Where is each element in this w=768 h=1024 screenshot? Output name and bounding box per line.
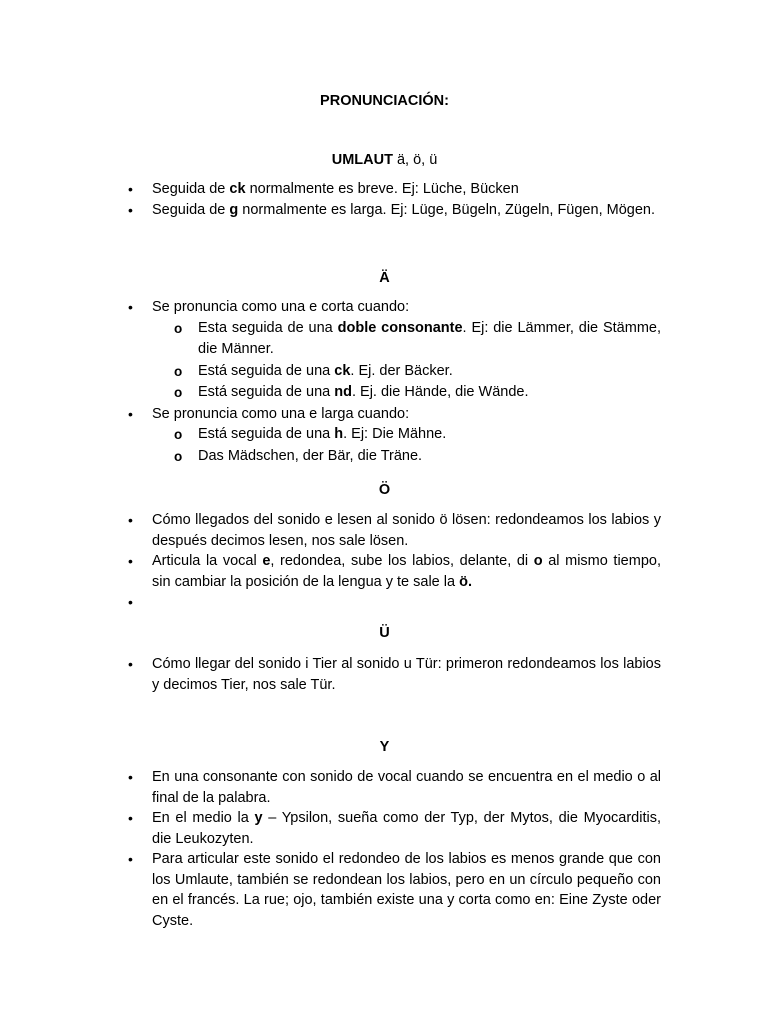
bullet-icon: • <box>128 851 133 867</box>
bullet-icon: • <box>128 201 133 218</box>
list-item <box>108 179 661 200</box>
text: Articula la vocal <box>152 553 263 569</box>
text: Esta seguida de una <box>198 319 338 336</box>
text: al mismo tiempo, sin cambiar la posición de la lengua y te sale la <box>152 553 661 590</box>
list-item <box>108 849 661 931</box>
text: Cómo llegar del sonido i Tier al sonido u Tür: primeron redondeamos los labios y decimos Tier, nos sale Tür. <box>152 656 661 693</box>
umlaut-heading-bold: UMLAUT <box>331 152 393 168</box>
text: En una consonante con sonido de vocal cuando se encuentra en el medio o al final de la palabra. <box>152 769 661 806</box>
umlaut-heading-letters: ä, ö, ü <box>392 152 438 168</box>
bullet-icon: • <box>128 512 133 528</box>
sub-list-item <box>108 382 661 404</box>
text: Das Mädschen, der Bär, die Träne. <box>198 447 423 464</box>
bold-text: doble consonante <box>337 319 463 336</box>
bold-text: ck <box>334 362 351 379</box>
empty-list-item <box>108 592 661 613</box>
bold-text: e <box>262 553 271 569</box>
circle-bullet-icon: o <box>174 448 183 464</box>
text: Se pronuncia como una e corta cuando: <box>152 299 410 315</box>
circle-bullet-icon: o <box>174 363 183 379</box>
text: Está seguida de una <box>198 426 335 442</box>
bold-text: o <box>533 553 543 569</box>
list-item <box>108 654 661 695</box>
o-umlaut-list <box>108 510 661 613</box>
list-item <box>108 404 661 468</box>
bold-text: y <box>254 810 263 826</box>
circle-bullet-icon: o <box>174 320 183 336</box>
umlaut-heading <box>108 150 661 170</box>
list-item <box>108 808 661 849</box>
list-item <box>108 551 661 592</box>
bold-text: ö. <box>459 573 472 590</box>
text: Se pronuncia como una e larga cuando: <box>152 405 410 422</box>
bullet-icon: • <box>128 810 133 826</box>
sub-list-item <box>108 424 661 446</box>
page-title: PRONUNCIACIÓN: <box>320 93 449 109</box>
text: . Ej. der Bäcker. <box>350 362 453 379</box>
bold-text: h <box>334 426 344 442</box>
bullet-icon: • <box>128 181 133 197</box>
u-umlaut-list <box>108 654 661 695</box>
bullet-icon: • <box>128 656 133 672</box>
text: En el medio la <box>152 810 255 826</box>
sub-list-item <box>108 361 661 383</box>
u-umlaut-heading: Ü <box>379 625 390 641</box>
text: normalmente es breve. Ej: Lüche, Bücken <box>245 181 519 197</box>
sub-list <box>152 424 661 467</box>
text: Está seguida de una <box>198 384 335 400</box>
bullet-icon: • <box>128 769 133 785</box>
text: . Ej: die Lämmer, die Stämme, die Männer. <box>198 319 661 357</box>
umlaut-list <box>108 179 661 220</box>
text: . Ej: Die Mähne. <box>343 426 447 442</box>
sub-list-item <box>108 318 661 361</box>
text: Para articular este sonido el redondeo de los labios es menos grande que con los Umlaute, también se redondean los labios, pero en un círculo pequeño con en el francés. La rue; ojo, también existe una y corta como en: Eine Zyste oder Cyste. <box>152 851 661 929</box>
bold-text: nd <box>334 384 352 400</box>
text: Cómo llegados del sonido e lesen al sonido ö lösen: redondeamos los labios y después decimos lesen, nos sale lösen. <box>152 512 661 549</box>
bold-text: g <box>229 201 239 218</box>
bold-text: ck <box>229 181 246 197</box>
a-umlaut-heading: Ä <box>379 270 390 286</box>
text: Seguida de <box>152 181 230 197</box>
sub-list-item <box>108 446 661 468</box>
text: normalmente es larga. Ej: Lüge, Bügeln, Zügeln, Fügen, Mögen. <box>238 201 655 218</box>
sub-list <box>152 318 661 404</box>
circle-bullet-icon: o <box>174 427 183 442</box>
list-item <box>108 510 661 551</box>
text: Seguida de <box>152 201 230 218</box>
text: Está seguida de una <box>198 362 335 379</box>
text: , redondea, sube los labios, delante, di <box>270 553 534 569</box>
bullet-icon: • <box>128 299 133 315</box>
o-umlaut-heading: Ö <box>378 482 391 498</box>
y-heading: Y <box>379 739 390 755</box>
y-list <box>108 767 661 931</box>
a-umlaut-list <box>108 297 661 467</box>
bullet-icon: • <box>128 405 133 422</box>
bullet-icon: • <box>128 553 133 569</box>
bullet-icon: • <box>128 594 133 610</box>
list-item <box>108 767 661 808</box>
text: – Ypsilon, sueña como der Typ, der Mytos, die Myocarditis, die Leukozyten. <box>152 810 661 847</box>
text: . Ej. die Hände, die Wände. <box>351 384 529 400</box>
list-item <box>108 297 661 404</box>
list-item <box>108 200 661 221</box>
circle-bullet-icon: o <box>174 385 183 400</box>
